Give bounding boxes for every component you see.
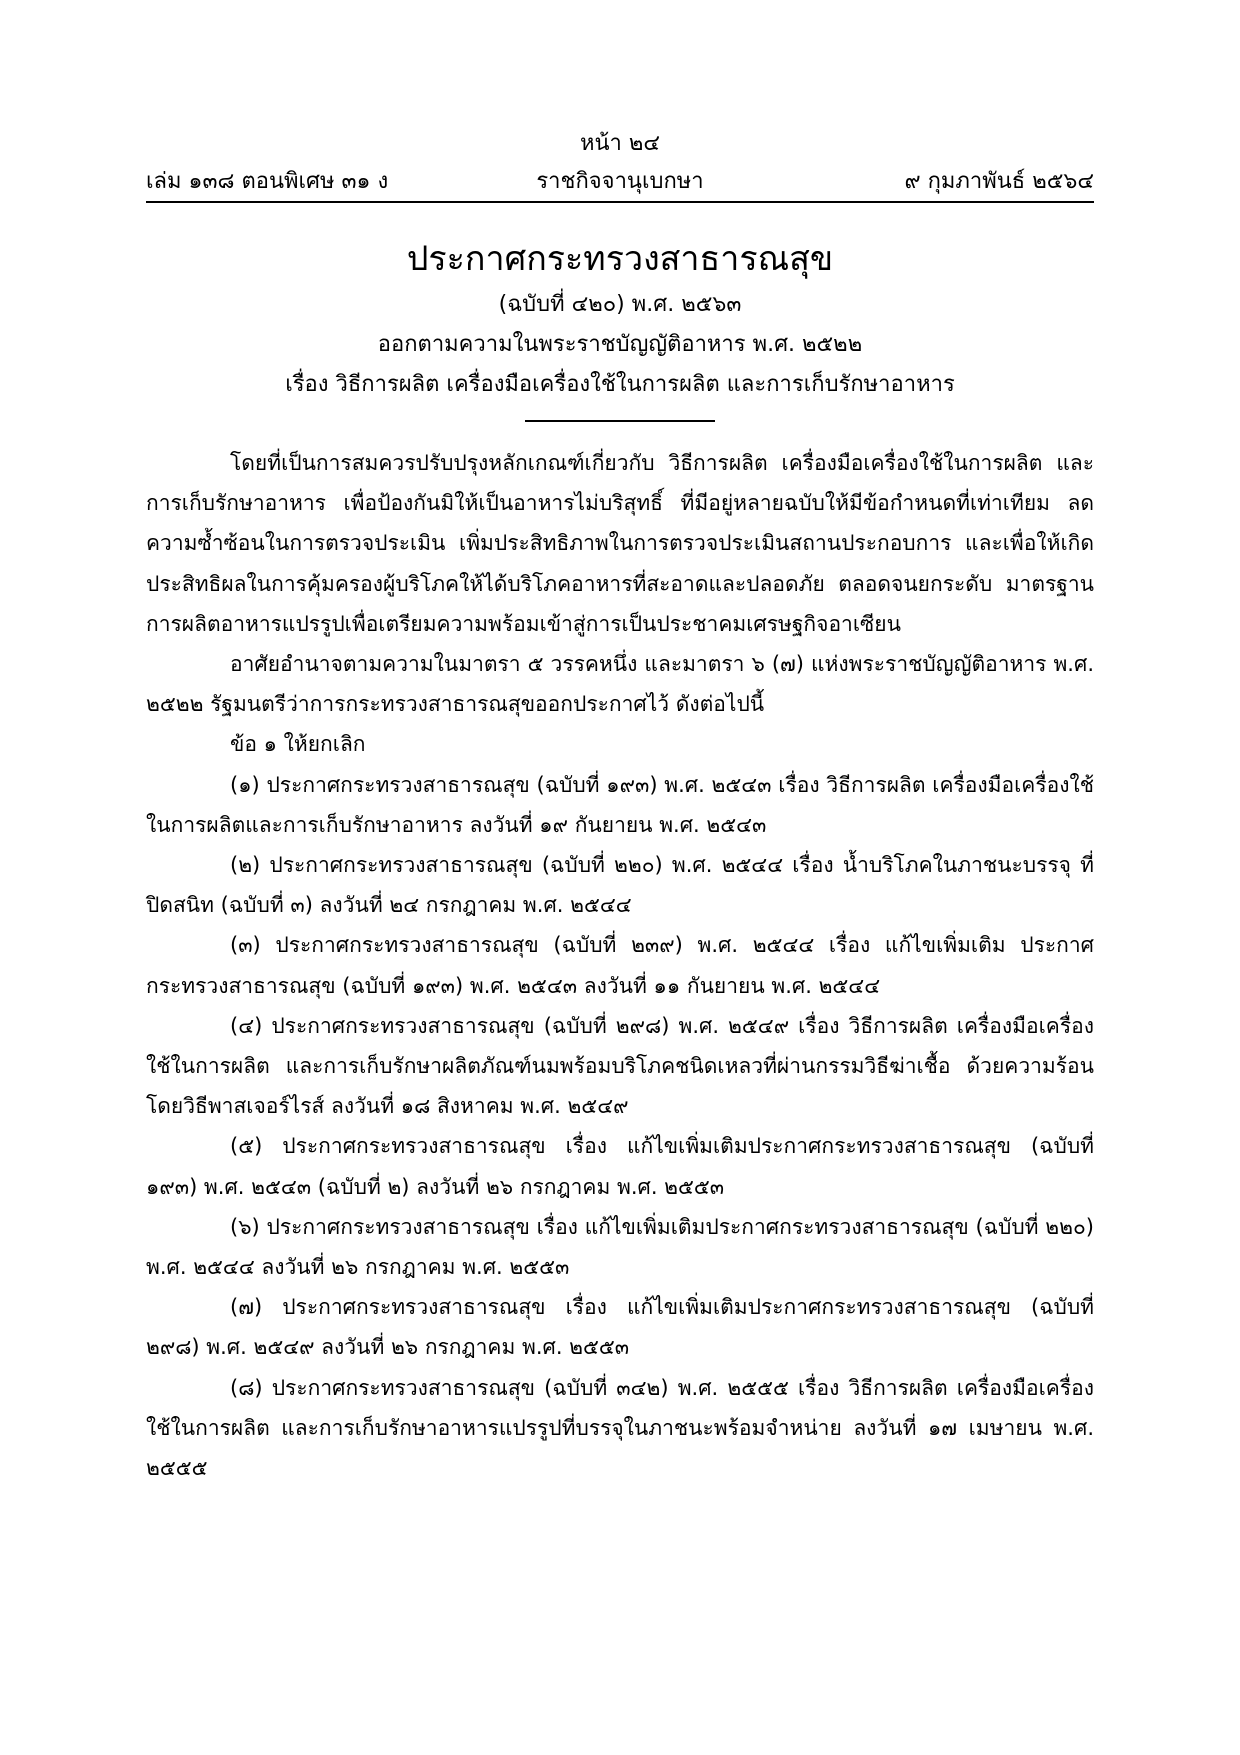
volume-issue: เล่ม ๑๓๘ ตอนพิเศษ ๓๑ ง (146, 169, 389, 194)
announcement-title: ประกาศกระทรวงสาธารณสุข (406, 239, 834, 279)
gazette-header (146, 168, 1094, 198)
announcement-body (146, 443, 1094, 1488)
publication-date: ๙ กุมภาพันธ์ ๒๕๖๔ (904, 169, 1094, 194)
paragraph: (๔) ประกาศกระทรวงสาธารณสุข (ฉบับที่ ๒๙๘) พ.ศ. ๒๕๔๙ เรื่อง วิธีการผลิต เครื่องมือเครื่องใช้ในการผลิต และการเก็บรักษาผลิตภัณฑ์นมพร้อมบริโภคชนิดเหลวที่ผ่านกรรมวิธีฆ่าเชื้อ ด้วยความร้อนโดยวิธีพาสเจอร์ไรส์ ลงวันที่ ๑๘ สิงหาคม พ.ศ. ๒๕๔๙ (146, 1013, 1094, 1119)
paragraph: (๒) ประกาศกระทรวงสาธารณสุข (ฉบับที่ ๒๒๐) พ.ศ. ๒๕๔๔ เรื่อง น้ำบริโภคในภาชนะบรรจุ ที่ปิดสนิท (ฉบับที่ ๓) ลงวันที่ ๒๔ กรกฎาคม พ.ศ. ๒๕๔๔ (146, 853, 1094, 918)
gazette-name: ราชกิจจานุเบกษา (536, 169, 704, 194)
paragraph: ข้อ ๑ ให้ยกเลิก (230, 732, 366, 757)
announcement-subject: เรื่อง วิธีการผลิต เครื่องมือเครื่องใช้ในการผลิต และการเก็บรักษาอาหาร (285, 372, 955, 397)
announcement-issue: (ฉบับที่ ๔๒๐) พ.ศ. ๒๕๖๓ (498, 292, 742, 317)
title-divider (525, 420, 715, 422)
paragraph: (๖) ประกาศกระทรวงสาธารณสุข เรื่อง แก้ไขเพิ่มเติมประกาศกระทรวงสาธารณสุข (ฉบับที่ ๒๒๐) พ.ศ. ๒๕๔๔ ลงวันที่ ๒๖ กรกฎาคม พ.ศ. ๒๕๕๓ (146, 1214, 1094, 1280)
paragraph: (๑) ประกาศกระทรวงสาธารณสุข (ฉบับที่ ๑๙๓) พ.ศ. ๒๕๔๓ เรื่อง วิธีการผลิต เครื่องมือเครื่องใช้ในการผลิตและการเก็บรักษาอาหาร ลงวันที่ ๑๙ กันยายน พ.ศ. ๒๕๔๓ (146, 772, 1094, 837)
page-number: หน้า ๒๔ (579, 131, 661, 156)
header-rule (146, 201, 1094, 203)
paragraph: โดยที่เป็นการสมควรปรับปรุงหลักเกณฑ์เกี่ยวกับ วิธีการผลิต เครื่องมือเครื่องใช้ในการผลิต และการเก็บรักษาอาหาร เพื่อป้องกันมิให้เป็นอาหารไม่บริสุทธิ์ ที่มีอยู่หลายฉบับให้มีข้อกำหนดที่เท่าเทียม ลดความซ้ำซ้อนในการตรวจประเมิน เพิ่มประสิทธิภาพในการตรวจประเมินสถานประกอบการ และเพื่อให้เกิดประสิทธิผลในการคุ้มครองผู้บริโภคให้ได้บริโภคอาหารที่สะอาดและปลอดภัย ตลอดจนยกระดับ มาตรฐานการผลิตอาหารแปรรูปเพื่อเตรียมความพร้อมเข้าสู่การเป็นประชาคมเศรษฐกิจอาเซียน (146, 451, 1094, 636)
paragraph: อาศัยอำนาจตามความในมาตรา ๕ วรรคหนึ่ง และมาตรา ๖ (๗) แห่งพระราชบัญญัติอาหาร พ.ศ. ๒๕๒๒ รัฐมนตรีว่าการกระทรวงสาธารณสุขออกประกาศไว้ ดังต่อไปนี้ (146, 652, 1094, 717)
paragraph: (๓) ประกาศกระทรวงสาธารณสุข (ฉบับที่ ๒๓๙) พ.ศ. ๒๕๔๔ เรื่อง แก้ไขเพิ่มเติม ประกาศกระทรวงสาธารณสุข (ฉบับที่ ๑๙๓) พ.ศ. ๒๕๔๓ ลงวันที่ ๑๑ กันยายน พ.ศ. ๒๕๔๔ (146, 933, 1094, 998)
paragraph: (๗) ประกาศกระทรวงสาธารณสุข เรื่อง แก้ไขเพิ่มเติมประกาศกระทรวงสาธารณสุข (ฉบับที่ ๒๙๘) พ.ศ. ๒๕๔๙ ลงวันที่ ๒๖ กรกฎาคม พ.ศ. ๒๕๕๓ (146, 1295, 1094, 1360)
paragraph: (๕) ประกาศกระทรวงสาธารณสุข เรื่อง แก้ไขเพิ่มเติมประกาศกระทรวงสาธารณสุข (ฉบับที่ ๑๙๓) พ.ศ. ๒๕๔๓ (ฉบับที่ ๒) ลงวันที่ ๒๖ กรกฎาคม พ.ศ. ๒๕๕๓ (146, 1134, 1094, 1199)
announcement-act: ออกตามความในพระราชบัญญัติอาหาร พ.ศ. ๒๕๒๒ (377, 332, 863, 357)
paragraph: (๘) ประกาศกระทรวงสาธารณสุข (ฉบับที่ ๓๔๒) พ.ศ. ๒๕๕๕ เรื่อง วิธีการผลิต เครื่องมือเครื่องใช้ในการผลิต และการเก็บรักษาอาหารแปรรูปที่บรรจุในภาชนะพร้อมจำหน่าย ลงวันที่ ๑๗ เมษายน พ.ศ. ๒๕๕๕ (146, 1375, 1094, 1481)
